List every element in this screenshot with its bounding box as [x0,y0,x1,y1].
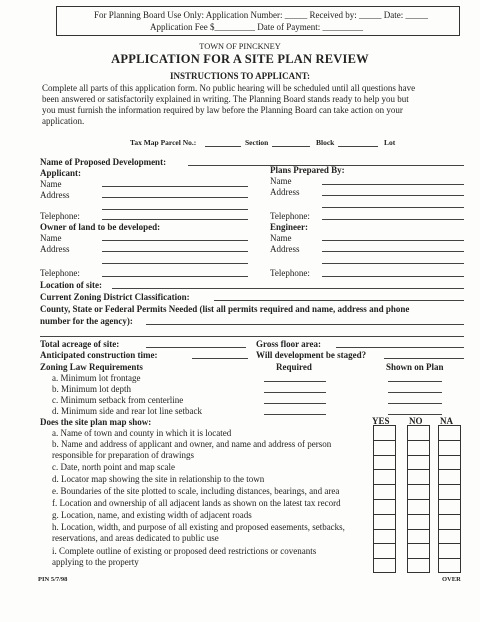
owner-address-field[interactable] [102,251,248,252]
engineer-name-label: Name [270,233,292,243]
centerline-required-field[interactable] [264,403,326,404]
zoning-item-c: c. Minimum setback from centerline [52,395,184,405]
na-header: NA [440,416,453,426]
engineer-name-field[interactable] [322,240,464,241]
instructions-line-4: application. [42,116,85,126]
shown-header: Shown on Plan [386,362,444,372]
site-item-h: h. Location, width, and purpose of all existing and proposed easements, setbacks, [52,522,345,532]
form-code: PIN 5/7/98 [38,576,68,583]
applicant-name-field[interactable] [102,186,248,187]
permits-field-2[interactable] [40,336,464,337]
zoning-item-b: b. Minimum lot depth [52,384,132,394]
owner-name-field[interactable] [102,240,248,241]
plans-by-telephone-label: Telephone: [270,211,310,221]
office-use-line-1: For Planning Board Use Only: Application Number: _____ Received by: _____ Date: _____ [94,10,428,20]
applicant-telephone-label: Telephone: [40,211,80,221]
depth-shown-field[interactable] [388,392,442,393]
site-item-h-cont: reservations, and areas dedicated to public use [52,533,219,543]
site-item-d: d. Locator map showing the site in relationship to the town [52,474,265,484]
site-item-f: f. Location and ownership of all adjacent lands as shown on the latest tax record [52,498,341,508]
owner-name-label: Name [40,233,62,243]
construction-time-field[interactable] [192,358,248,359]
owner-telephone-label: Telephone: [40,268,80,278]
plans-by-name-field[interactable] [322,184,464,185]
instructions-line-1: Complete all parts of this application form. No public hearing will be scheduled until all questions have [42,83,416,93]
zoning-law-title: Zoning Law Requirements [40,362,143,372]
side-rear-shown-field[interactable] [388,414,442,415]
site-item-c: c. Date, north point and map scale [52,462,175,472]
permits-field[interactable] [146,324,464,325]
applicant-address-field[interactable] [102,197,248,198]
gross-floor-field[interactable] [336,347,464,348]
permits-label-2: number for the agency): [40,316,133,326]
block-label: Block [316,138,335,147]
staged-field[interactable] [384,358,464,359]
site-item-b-cont: responsible for preparation of drawings [52,450,194,460]
development-label: Name of Proposed Development: [40,157,167,167]
instructions-line-2: been answered or satisfactorily explained in writing. The Planning Board stands ready to help you but [42,94,409,104]
staged-label: Will development be staged? [256,350,367,360]
section-field[interactable] [272,146,310,147]
engineer-telephone-field[interactable] [322,276,464,277]
zoning-label: Current Zoning District Classification: [40,292,190,302]
location-field[interactable] [112,288,464,289]
construction-time-label: Anticipated construction time: [40,350,158,360]
applicant-label: Applicant: [40,168,82,178]
location-label: Location of site: [40,280,102,290]
tax-map-label: Tax Map Parcel No.: [130,138,197,147]
plans-by-label: Plans Prepared By: [270,165,345,175]
side-rear-required-field[interactable] [264,414,326,415]
plans-by-address-field[interactable] [322,195,464,196]
owner-address-field-2[interactable] [102,263,248,264]
instructions-line-3: you must furnish the information required by law before the Planning Board can take action on your [42,105,403,115]
site-item-b: b. Name and address of applicant and owner, and name and address of person [52,439,332,449]
centerline-shown-field[interactable] [388,403,442,404]
plans-by-telephone-field[interactable] [322,219,464,220]
acreage-label: Total acreage of site: [40,339,120,349]
owner-address-label: Address [40,244,70,254]
required-header: Required [276,362,312,372]
over-label: OVER [442,576,461,583]
form-title: APPLICATION FOR A SITE PLAN REVIEW [111,52,369,66]
owner-label: Owner of land to be developed: [40,222,161,232]
tax-map-field[interactable] [205,146,241,147]
town-name: TOWN OF PINCKNEY [199,42,281,51]
engineer-label: Engineer: [270,222,308,232]
gross-floor-label: Gross floor area: [256,339,321,349]
section-label: Section [245,138,269,147]
applicant-telephone-field[interactable] [102,219,248,220]
engineer-telephone-label: Telephone: [270,268,310,278]
yes-header: YES [372,416,390,426]
yes-checkbox-column[interactable] [373,425,396,573]
acreage-field[interactable] [146,347,246,348]
permits-label-1: County, State or Federal Permits Needed (list all permits required and name, address and phone [40,304,410,314]
engineer-address-field[interactable] [322,251,464,252]
owner-telephone-field[interactable] [102,276,248,277]
zoning-item-d: d. Minimum side and rear lot line setback [52,406,202,416]
engineer-address-field-2[interactable] [322,263,464,264]
applicant-name-label: Name [40,179,62,189]
frontage-shown-field[interactable] [388,381,442,382]
site-plan-title: Does the site plan map show: [40,417,152,427]
office-use-line-2: Application Fee $_________ Date of Payment: _________ [150,22,363,32]
lot-label: Lot [384,138,396,147]
depth-required-field[interactable] [264,392,326,393]
site-item-a: a. Name of town and county in which it is located [52,428,232,438]
frontage-required-field[interactable] [264,381,326,382]
engineer-address-label: Address [270,244,300,254]
no-checkbox-column[interactable] [407,425,430,573]
site-item-i: i. Complete outline of existing or proposed deed restrictions or covenants [52,546,317,556]
zoning-item-a: a. Minimum lot frontage [52,373,141,383]
site-item-e: e. Boundaries of the site plotted to scale, including distances, bearings, and area [52,486,340,496]
site-item-i-cont: applying to the property [52,557,139,567]
zoning-field[interactable] [214,300,464,301]
applicant-address-field-2[interactable] [102,209,248,210]
block-field[interactable] [338,146,378,147]
instructions-title: INSTRUCTIONS TO APPLICANT: [169,71,311,81]
no-header: NO [409,416,423,426]
applicant-address-label: Address [40,190,70,200]
plans-by-name-label: Name [270,176,292,186]
site-item-g: g. Location, name, and existing width of adjacent roads [52,510,252,520]
plans-by-address-field-2[interactable] [322,207,464,208]
na-checkbox-column[interactable] [438,425,461,573]
plans-by-address-label: Address [270,187,300,197]
